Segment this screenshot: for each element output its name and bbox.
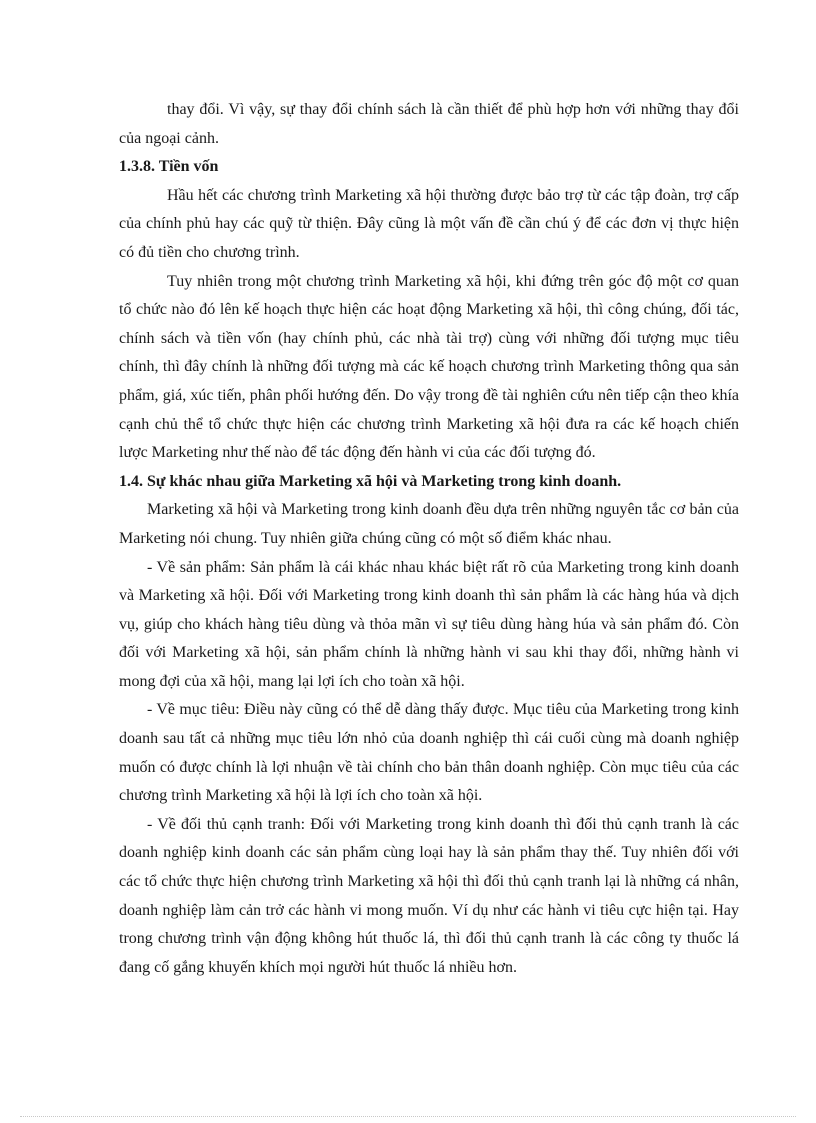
paragraph-approach: Tuy nhiên trong một chương trình Marketing xã hội, khi đứng trên góc độ một cơ quan tổ chức nào đó lên kế hoạch thực hiện các hoạt động Marketing xã hội, thì công chúng, đối tác, chính sách và tiền vốn (hay chính phủ, các nhà tài trợ) cùng với những đối tượng mục tiêu chính, thì đây chính là những đối tượng mà các kế hoạch chương trình Marketing thông qua sản phẩm, giá, xúc tiến, phân phối hướng đến. Do vậy trong đề tài nghiên cứu nên tiếp cận theo khía cạnh chủ thể tổ chức thực hiện các chương trình Marketing xã hội đưa ra các kế hoạch chiến lược Marketing như thế nào để tác động đến hành vi của các đối tượng đó. (119, 272, 739, 462)
paragraph-product: - Về sản phẩm: Sản phẩm là cái khác nhau khác biệt rất rõ của Marketing trong kinh doanh và Marketing xã hội. Đối với Marketing trong kinh doanh thì sản phẩm là các hàng húa và dịch vụ, giúp cho khách hàng tiêu dùng và thỏa mãn vì sự tiêu dùng hàng húa và sản phẩm đó. Còn đối với Marketing xã hội, sản phẩm chính là những hành vi sau khi thay đổi, những hành vi mong đợi của xã hội, mang lại lợi ích cho toàn xã hội. (119, 558, 739, 690)
heading-1-4: 1.4. Sự khác nhau giữa Marketing xã hội và Marketing trong kinh doanh. (119, 472, 622, 490)
paragraph-funding: Hầu hết các chương trình Marketing xã hội thường được bảo trợ từ các tập đoàn, trợ cấp của chính phủ hay các quỹ từ thiện. Đây cũng là một vấn đề cần chú ý để các đơn vị thực hiện có đủ tiền cho chương trình. (119, 186, 739, 261)
paragraph-policy-change: thay đổi. Vì vậy, sự thay đổi chính sách là cần thiết để phù hợp hơn với những thay đổi của ngoại cảnh. (119, 101, 739, 147)
paragraph-intro-differences: Marketing xã hội và Marketing trong kinh doanh đều dựa trên những nguyên tắc cơ bản của Marketing nói chung. Tuy nhiên giữa chúng cũng có một số điểm khác nhau. (119, 501, 739, 547)
page-bottom-divider (20, 1116, 796, 1117)
heading-1-3-8: 1.3.8. Tiền vốn (119, 158, 219, 176)
paragraph-competitor: - Về đối thủ cạnh tranh: Đối với Marketing trong kinh doanh thì đối thủ cạnh tranh là các doanh nghiệp kinh doanh các sản phẩm cùng loại hay là sản phẩm thay thế. Tuy nhiên đối với các tổ chức thực hiện chương trình Marketing xã hội thì đối thủ cạnh tranh lại là những cá nhân, doanh nghiệp làm cản trở các hành vi mong muốn. Ví dụ như các hành vi tiêu cực hiện tại. Hay trong chương trình vận động không hút thuốc lá, thì đối thủ cạnh tranh là các công ty thuốc lá đang cố gắng khuyến khích mọi người hút thuốc lá nhiều hơn. (119, 815, 739, 976)
paragraph-objective: - Về mục tiêu: Điều này cũng có thể dễ dàng thấy được. Mục tiêu của Marketing trong kinh doanh sau tất cả những mục tiêu lớn nhỏ của doanh nghiệp thì cái cuối cùng mà doanh nghiệp muốn có được chính là lợi nhuận về tài chính cho bản thân doanh nghiệp. Còn mục tiêu của các chương trình Marketing xã hội là lợi ích cho toàn xã hội. (119, 701, 739, 805)
document-body (119, 96, 739, 982)
